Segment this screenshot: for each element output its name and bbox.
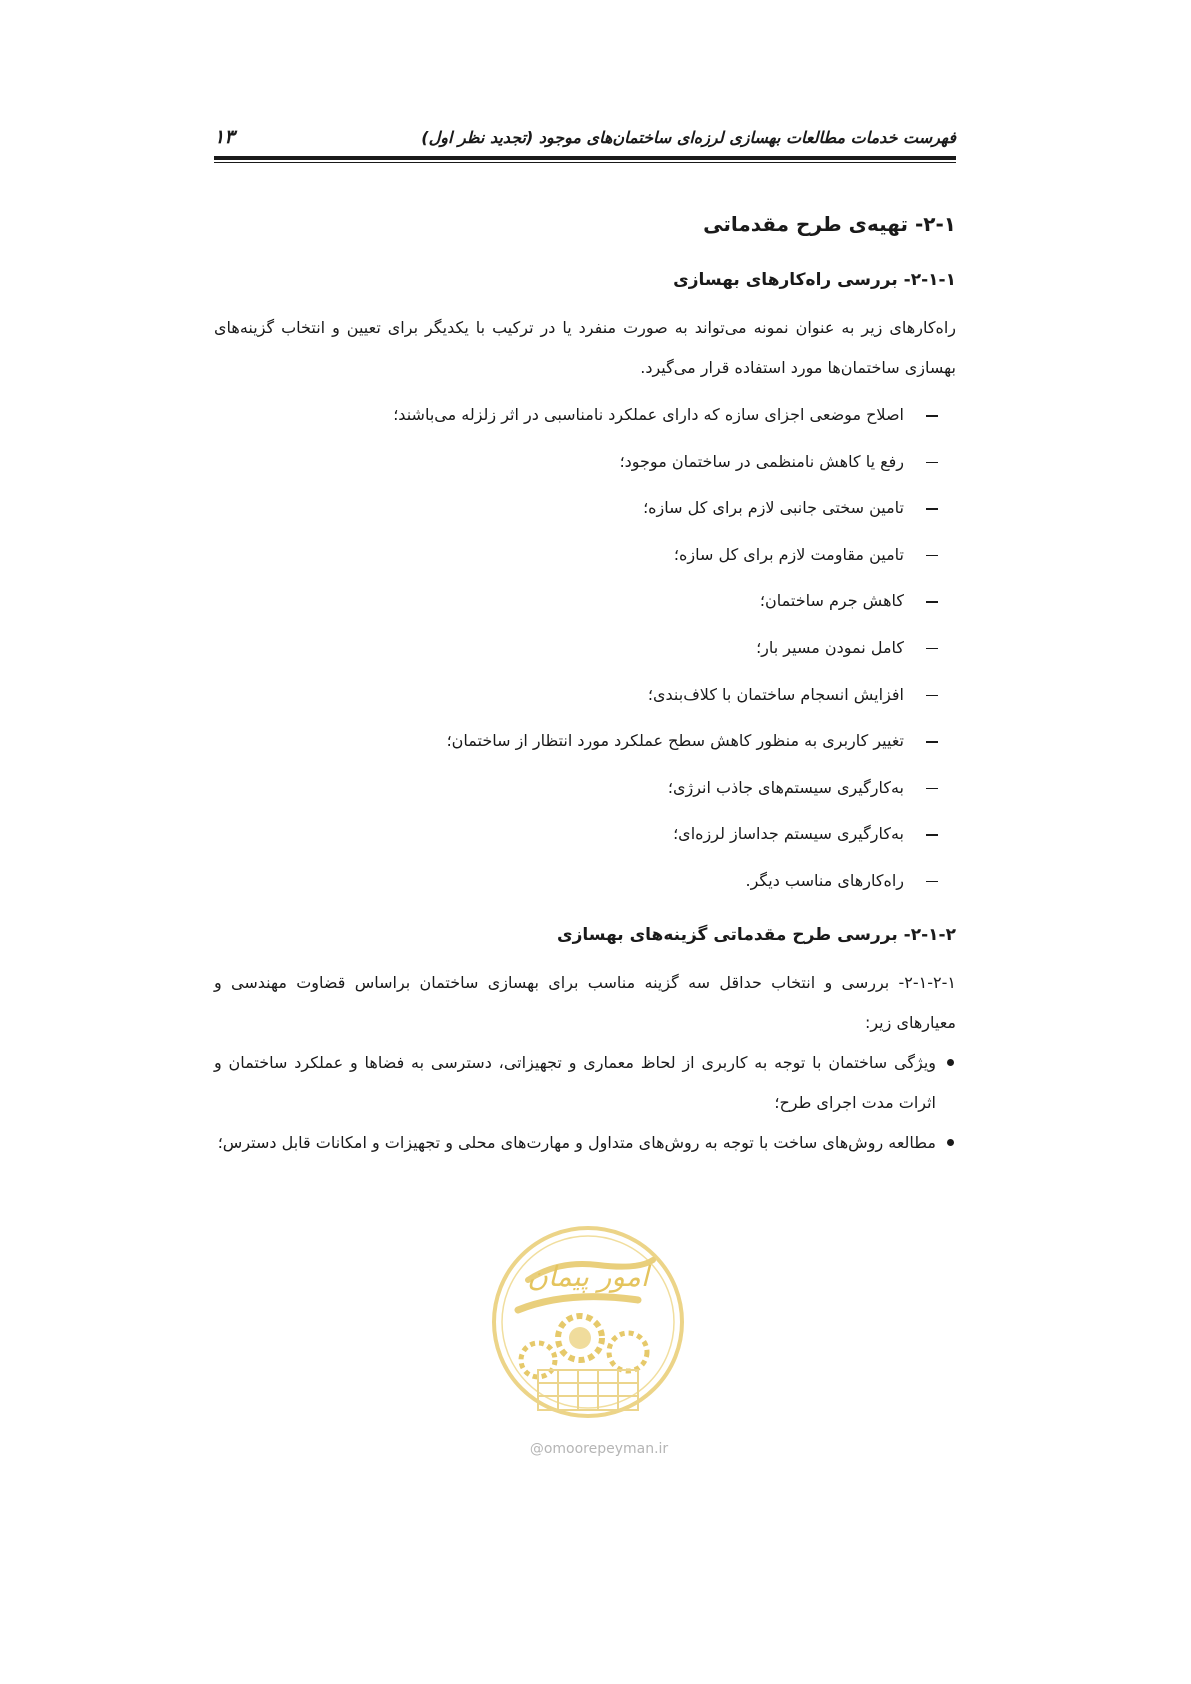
page-header	[214, 120, 956, 156]
watermark-logo-text: امور پیمان	[527, 1260, 649, 1293]
list-item: به‌کارگیری سیستم جداساز لرزه‌ای؛	[214, 811, 956, 858]
subsection-title-1: ۲-۱-۱- بررسی راه‌کارهای بهسازی	[673, 270, 956, 290]
list-item: اصلاح موضعی اجزای سازه که دارای عملکرد نامناسبی در اثر زلزله می‌باشند؛	[214, 392, 956, 439]
list-item: رفع یا کاهش نامنظمی در ساختمان موجود؛	[214, 439, 956, 486]
list-item: تامین مقاومت لازم برای کل سازه؛	[214, 532, 956, 579]
list-item: به‌کارگیری سیستم‌های جاذب انرژی؛	[214, 765, 956, 812]
subsection-2-intro: ۲-۱-۲-۱- بررسی و انتخاب حداقل سه گزینه مناسب برای بهسازی ساختمان براساس قضاوت مهندسی و معیارهای زیر:	[214, 972, 956, 1032]
list-item: کاهش جرم ساختمان؛	[214, 578, 956, 625]
subsection-title-2: ۲-۱-۲- بررسی طرح مقدماتی گزینه‌های بهسازی	[557, 924, 956, 945]
header-rule-thin	[214, 162, 956, 163]
list-item: مطالعه روش‌های ساخت با توجه به روش‌های متداول و مهارت‌های محلی و تجهیزات و امکانات قابل دسترس؛	[214, 1123, 956, 1163]
watermark-url	[504, 1441, 694, 1457]
list-item: تامین سختی جانبی لازم برای کل سازه؛	[214, 485, 956, 532]
list-item: تغییر کاربری به منظور کاهش سطح عملکرد مورد انتظار از ساختمان؛	[214, 718, 956, 765]
watermark-logo	[488, 1220, 688, 1425]
section-title: ۲-۱- تهیه‌ی طرح مقدماتی	[703, 212, 956, 236]
criteria-list	[214, 1043, 956, 1163]
at-icon: @	[529, 1441, 544, 1457]
list-item: افزایش انسجام ساختمان با کلاف‌بندی؛	[214, 672, 956, 719]
list-item: راه‌کارهای مناسب دیگر.	[214, 858, 956, 905]
page-number: ۱۳	[214, 126, 235, 148]
page-content	[214, 210, 956, 1163]
strategy-list	[214, 392, 956, 905]
watermark-url-text: omoorepeyman.ir	[543, 1441, 669, 1457]
list-item: کامل نمودن مسیر بار؛	[214, 625, 956, 672]
list-item: ویژگی ساختمان با توجه به کاربری از لحاظ معماری و تجهیزاتی، دسترسی به فضاها و عملکرد ساختمان و اثرات مدت اجرای طرح؛	[214, 1043, 956, 1123]
header-rule-thick	[214, 156, 956, 160]
header-title: فهرست خدمات مطالعات بهسازی لرزه‌ای ساختمان‌های موجود (تجدید نظر اول)	[421, 128, 956, 147]
subsection-1-intro: راه‌کارهای زیر به عنوان نمونه می‌تواند به صورت منفرد یا در ترکیب با یکدیگر برای تعیین و انتخاب گزینه‌های بهسازی ساختمان‌ها مورد استفاده قرار می‌گیرد.	[214, 318, 956, 377]
